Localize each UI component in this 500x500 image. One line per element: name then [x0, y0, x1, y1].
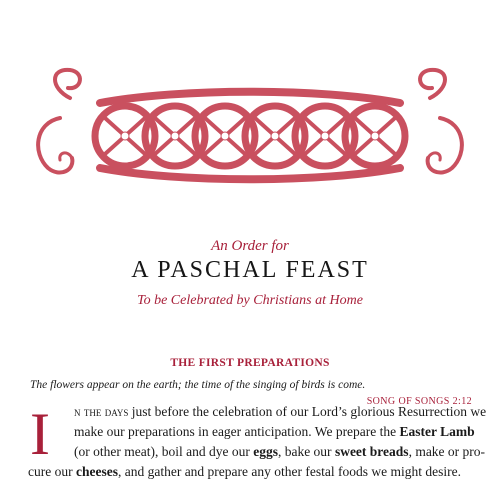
- emphasis-eggs: eggs: [253, 444, 278, 459]
- epigraph: The flowers appear on the earth; the time of the singing of birds is come.: [30, 379, 366, 391]
- drop-cap: I: [30, 401, 50, 467]
- epigraph-reference: SONG OF SONGS 2:12: [366, 396, 472, 407]
- right-scroll-flourish-lower: [428, 118, 462, 173]
- title-kicker: An Order for: [211, 238, 289, 254]
- right-scroll-flourish: [420, 70, 445, 98]
- section-heading: THE FIRST PREPARATIONS: [170, 357, 330, 369]
- emphasis-cheeses: cheeses: [75, 464, 118, 479]
- body-line-2: make our preparations in eager anticipation. We prepare the Easter Lamb: [74, 424, 475, 439]
- emphasis-sweet-breads: sweet breads: [334, 444, 409, 459]
- bottom-rail: [100, 168, 400, 179]
- body-line-3: (or other meat), boil and dye our eggs, bake our sweet breads, make or pro-: [74, 444, 486, 459]
- left-scroll-flourish: [55, 70, 80, 98]
- emphasis-easter-lamb: Easter Lamb: [399, 424, 475, 439]
- left-scroll-flourish-lower: [38, 118, 72, 173]
- page-title: A PASCHAL FEAST: [131, 257, 369, 283]
- interlace-ornament: [30, 58, 470, 198]
- body-line-1: n the days just before the celebration of our Lord’s glorious Resurrection we: [74, 404, 487, 419]
- top-rail: [100, 92, 400, 103]
- lead-in-text: n the days: [74, 404, 129, 419]
- body-line-4: cure our cheeses, and gather and prepare any other festal foods we might desire.: [28, 464, 461, 479]
- page-subtitle: To be Celebrated by Christians at Home: [137, 293, 363, 308]
